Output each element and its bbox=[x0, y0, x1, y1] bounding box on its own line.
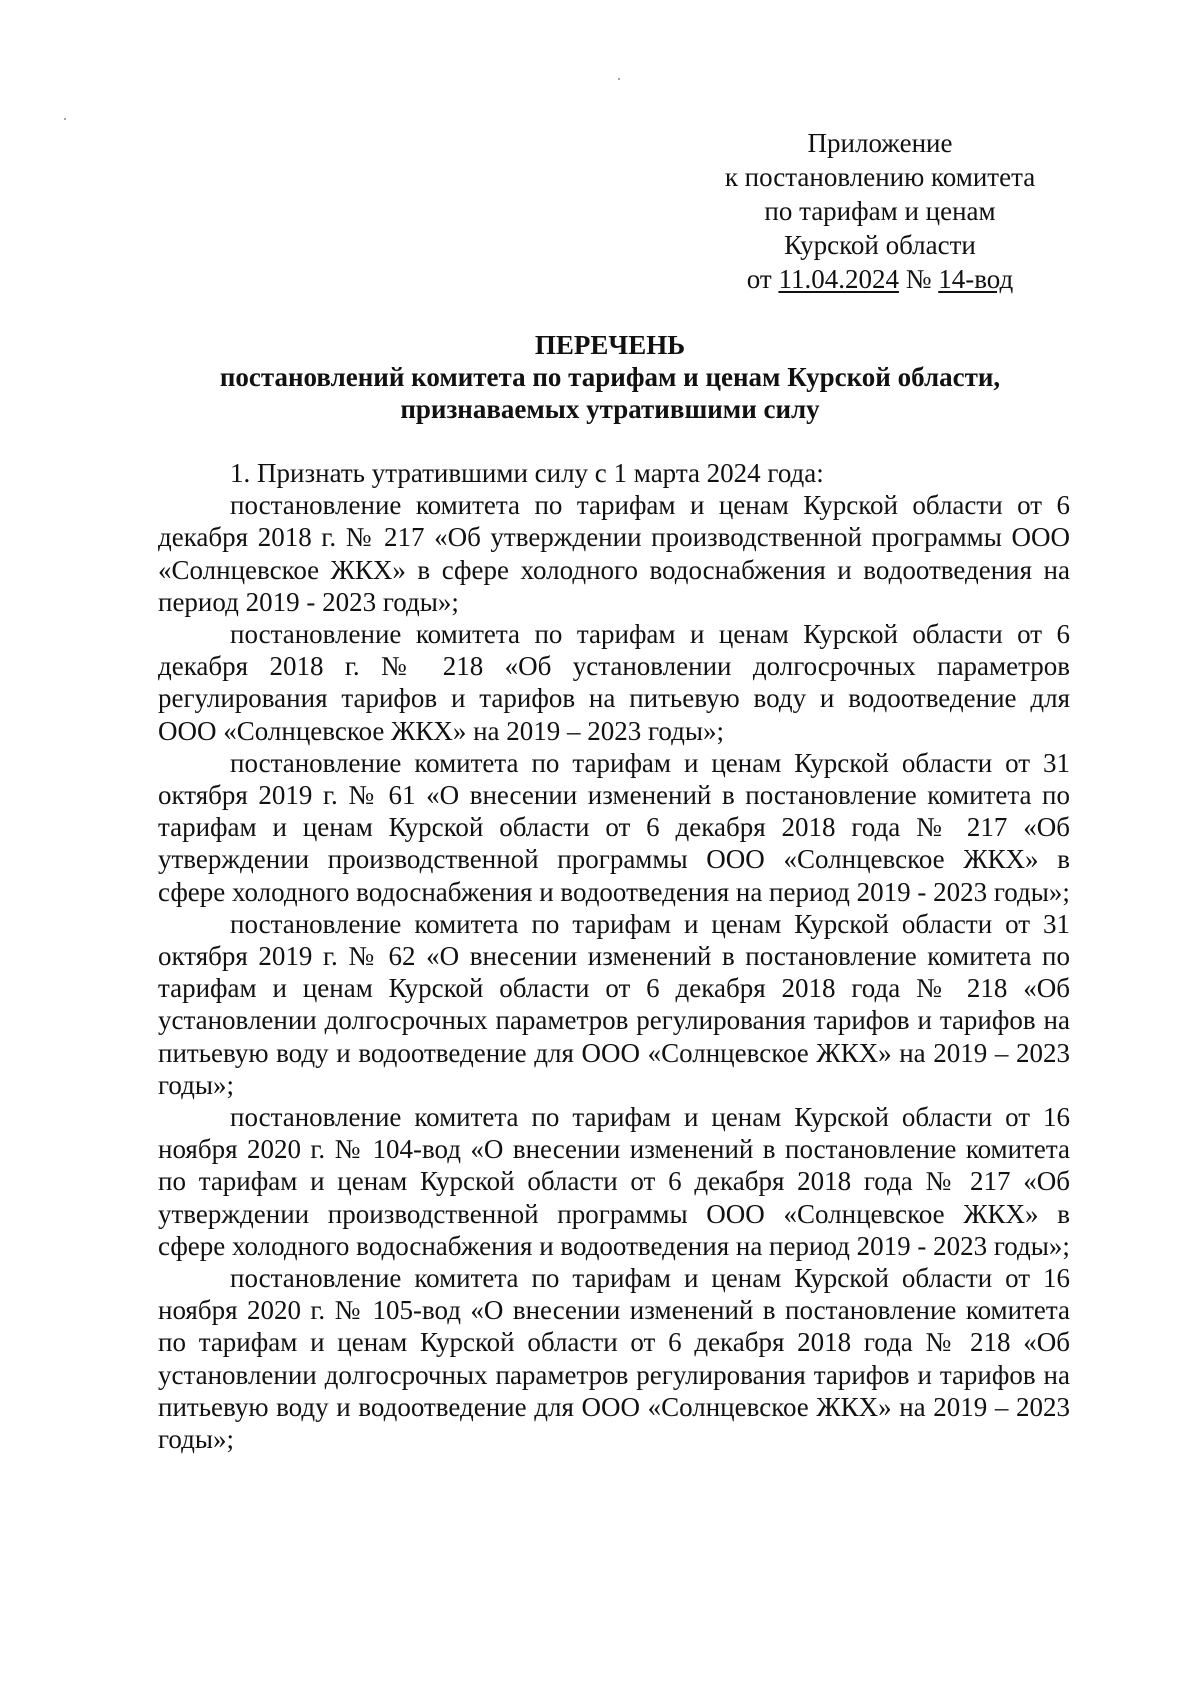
title-subheading: признаваемых утратившими силу bbox=[400, 394, 820, 424]
scan-speck bbox=[618, 78, 620, 80]
scan-speck bbox=[64, 118, 66, 120]
list-item-1: 1. Признать утратившими силу с 1 марта 2024 года: bbox=[230, 458, 824, 488]
appendix-from: от bbox=[746, 264, 772, 294]
resolution-paragraph: постановление комитета по тарифам и ценам Курской области от 16 ноября 2020 г. № 105-вод «О внесении изменений в постановление комитета по тарифам и ценам Курской области от 6 декабря 2018 года № 218 «Об установлении долгосрочных параметров регулирования тарифов и тарифов на питьевую воду и водоотведение для ООО «Солнцевское ЖКХ» на 2019 – 2023 годы»; bbox=[158, 1263, 1070, 1455]
resolution-paragraph: постановление комитета по тарифам и ценам Курской области от 6 декабря 2018 г. № 218 «Об установлении долгосрочных параметров регулирования тарифов и тарифов на питьевую воду и водоотведение для ООО «Солнцевское ЖКХ» на 2019 – 2023 годы»; bbox=[158, 619, 1070, 746]
appendix-line: к постановлению комитета bbox=[724, 162, 1036, 192]
appendix-line: по тарифам и ценам bbox=[764, 196, 996, 226]
appendix-number-sign: № bbox=[905, 264, 932, 294]
document-title bbox=[150, 329, 1070, 425]
resolution-paragraph: постановление комитета по тарифам и ценам Курской области от 6 декабря 2018 г. № 217 «Об утверждении производственной программы ООО «Солнцевское ЖКХ» в сфере холодного водоснабжения и водоотведения на период 2019 - 2023 годы»; bbox=[158, 490, 1070, 617]
appendix-date-line bbox=[690, 262, 1070, 296]
appendix-date: 11.04.2024 bbox=[778, 264, 899, 294]
appendix-line: Курской области bbox=[784, 230, 976, 260]
appendix-number: 14-вод bbox=[938, 264, 1014, 294]
document-body bbox=[158, 457, 1070, 1455]
resolution-paragraph: постановление комитета по тарифам и ценам Курской области от 31 октября 2019 г. № 61 «О внесении изменений в постановление комитета по тарифам и ценам Курской области от 6 декабря 2018 года № 217 «Об утверждении производственной программы ООО «Солнцевское ЖКХ» в сфере холодного водоснабжения и водоотведения на период 2019 - 2023 годы»; bbox=[158, 747, 1070, 907]
appendix-header bbox=[690, 126, 1070, 296]
resolution-paragraph: постановление комитета по тарифам и ценам Курской области от 31 октября 2019 г. № 62 «О внесении изменений в постановление комитета по тарифам и ценам Курской области от 6 декабря 2018 года № 218 «Об установлении долгосрочных параметров регулирования тарифов и тарифов на питьевую воду и водоотведение для ООО «Солнцевское ЖКХ» на 2019 – 2023 годы»; bbox=[158, 908, 1070, 1100]
appendix-line: Приложение bbox=[807, 128, 953, 158]
title-heading: ПЕРЕЧЕНЬ bbox=[534, 330, 686, 360]
resolution-paragraph: постановление комитета по тарифам и ценам Курской области от 16 ноября 2020 г. № 104-вод «О внесении изменений в постановление комитета по тарифам и ценам Курской области от 6 декабря 2018 года № 217 «Об утверждении производственной программы ООО «Солнцевское ЖКХ» в сфере холодного водоснабжения и водоотведения на период 2019 - 2023 годы»; bbox=[158, 1102, 1070, 1261]
title-subheading: постановлений комитета по тарифам и ценам Курской области, bbox=[219, 362, 1001, 392]
